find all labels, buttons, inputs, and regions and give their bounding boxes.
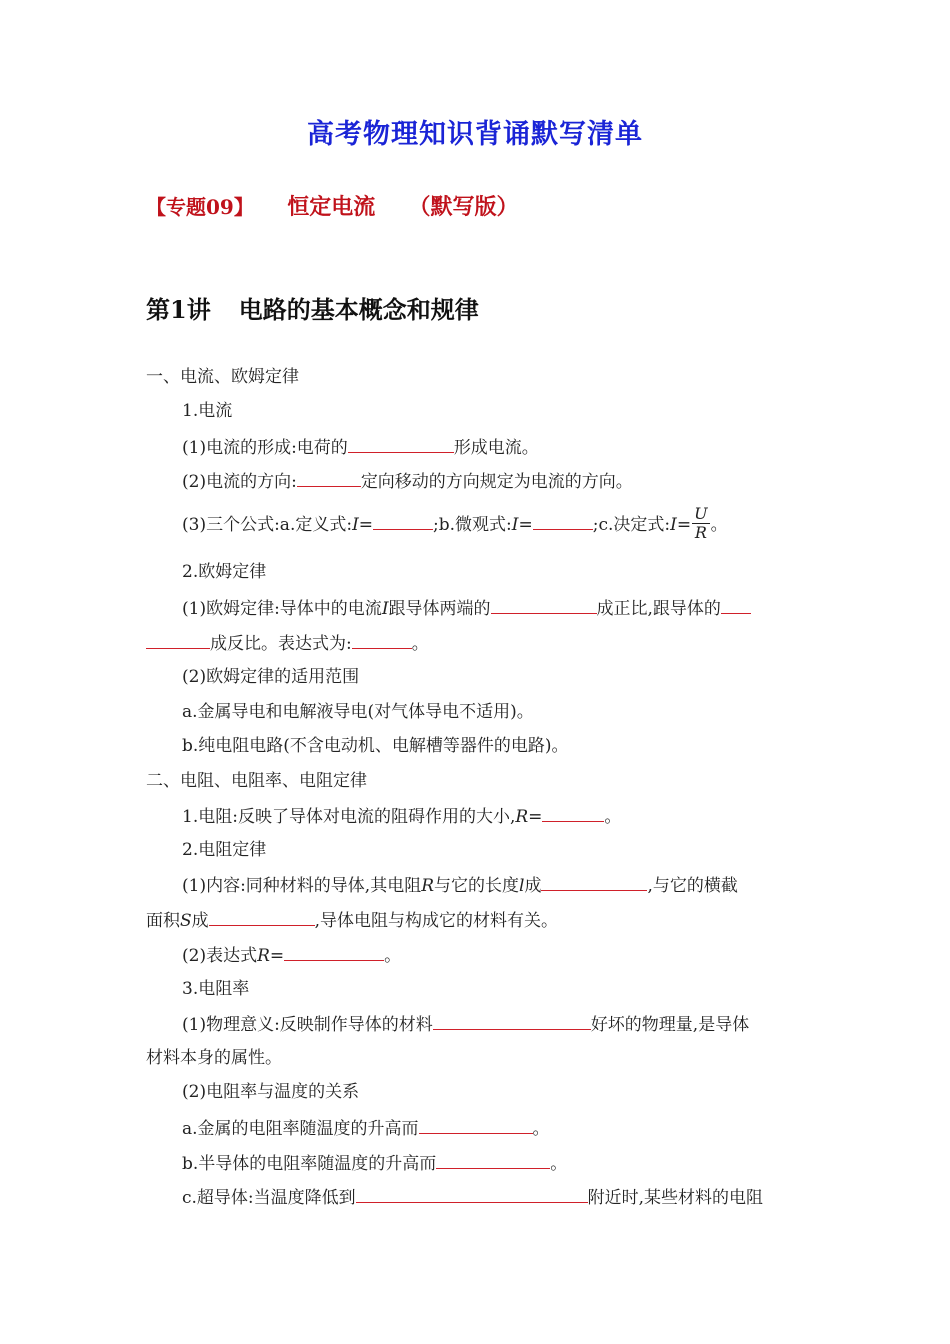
fill-blank[interactable] xyxy=(433,1011,591,1030)
text-line: b.半导体的电阻率随温度的升高而 。 xyxy=(182,1150,567,1176)
text-line: (1)电流的形成:电荷的 形成电流。 xyxy=(182,434,539,460)
text-line: (2)欧姆定律的适用范围 xyxy=(182,667,360,687)
text-line: c.超导体:当温度降低到 附近时,某些材料的电阻 xyxy=(182,1184,763,1210)
fill-blank[interactable] xyxy=(284,942,384,961)
fill-blank[interactable] xyxy=(533,511,593,530)
text-line: 面积S成 ,导体电阻与构成它的材料有关。 xyxy=(146,907,558,933)
fill-blank[interactable] xyxy=(419,1115,533,1134)
lecture-title: 电路的基本概念和规律 xyxy=(238,295,479,324)
fraction-u-over-r: $\frac{U}{R}$ xyxy=(694,504,708,542)
fill-blank[interactable] xyxy=(356,1184,588,1203)
text-line: (1)物理意义:反映制作导体的材料 好坏的物理量,是导体 xyxy=(182,1011,749,1037)
fill-blank[interactable] xyxy=(541,872,647,891)
subsection-heading: 2.欧姆定律 xyxy=(182,562,267,582)
section-heading: 二、电阻、电阻率、电阻定律 xyxy=(146,771,367,791)
topic-name: 恒定电流 xyxy=(287,194,376,220)
fill-blank[interactable] xyxy=(373,511,433,530)
fill-blank[interactable] xyxy=(297,468,361,487)
lecture-number: 第1讲 xyxy=(146,295,211,324)
fill-blank[interactable] xyxy=(491,595,597,614)
fill-blank[interactable] xyxy=(436,1150,550,1169)
text-line: a.金属导电和电解液导电(对气体导电不适用)。 xyxy=(182,702,534,722)
section-heading: 一、电流、欧姆定律 xyxy=(146,367,299,387)
text-line: (3)三个公式:a.定义式:I= ;b.微观式:I= ;c.决定式:I= $\frac{U}{R}$ 。 xyxy=(182,504,728,542)
fill-blank[interactable] xyxy=(721,595,751,614)
subsection-heading: 1.电流 xyxy=(182,401,233,421)
text-line: (2)电流的方向: 定向移动的方向规定为电流的方向。 xyxy=(182,468,633,494)
text-line: (1)内容:同种材料的导体,其电阻R与它的长度l成 ,与它的横截 xyxy=(182,872,738,898)
text-line: (2)电阻率与温度的关系 xyxy=(182,1082,360,1102)
fill-blank[interactable] xyxy=(542,803,604,822)
topic-tag: 【专题09】 xyxy=(146,195,254,219)
text-line: (2)表达式R= 。 xyxy=(182,942,401,968)
text-line: 1.电阻:反映了导体对电流的阻碍作用的大小,R= 。 xyxy=(182,803,621,829)
text-line: b.纯电阻电路(不含电动机、电解槽等器件的电路)。 xyxy=(182,736,569,756)
fill-blank[interactable] xyxy=(209,907,315,926)
lecture-heading xyxy=(146,290,479,325)
document-title: 高考物理知识背诵默写清单 xyxy=(307,119,643,150)
text-line: a.金属的电阻率随温度的升高而 。 xyxy=(182,1115,550,1141)
topic-version: （默写版） xyxy=(408,194,519,220)
fill-blank[interactable] xyxy=(352,630,412,649)
fill-blank[interactable] xyxy=(348,434,454,453)
topic-heading xyxy=(146,190,519,221)
text-line: 材料本身的属性。 xyxy=(146,1048,282,1068)
fill-blank[interactable] xyxy=(146,630,210,649)
text-line: (1)欧姆定律:导体中的电流I跟导体两端的 成正比,跟导体的 xyxy=(182,595,751,621)
subsection-heading: 2.电阻定律 xyxy=(182,840,267,860)
text-line: 成反比。表达式为: 。 xyxy=(146,630,429,656)
subsection-heading: 3.电阻率 xyxy=(182,979,250,999)
